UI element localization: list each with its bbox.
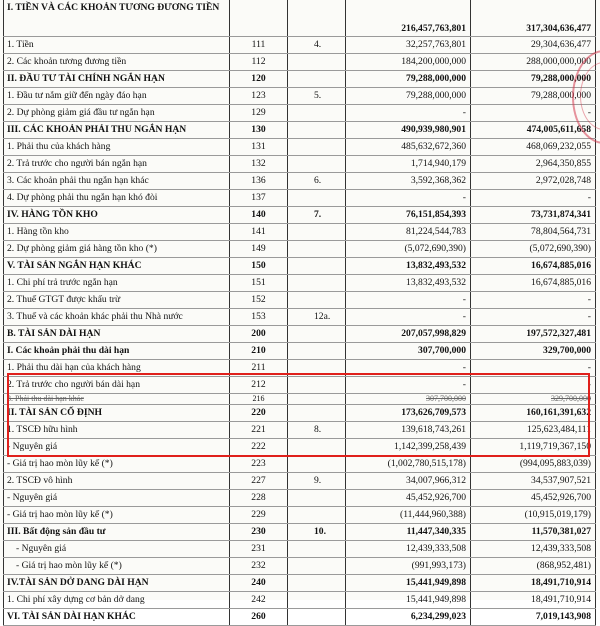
value-end-period: 13,832,493,532 [346,258,471,275]
value-end-period: (5,072,690,390) [346,241,471,258]
value-begin-period: - [471,377,596,394]
item-code: 152 [230,292,288,309]
value-end-period: 79,288,000,000 [346,71,471,88]
table-row [4,309,596,326]
item-code: 111 [230,37,288,54]
value-end-period: 307,700,000 [346,343,471,360]
item-name: 2. Các khoản tương đương tiền [4,54,230,71]
item-name: IV. HÀNG TỒN KHO [4,207,230,224]
value-begin-period: 16,674,885,016 [471,275,596,292]
item-code: 216 [230,394,288,405]
item-code: 112 [230,54,288,71]
item-code: 230 [230,524,288,541]
item-note: 10. [288,524,346,541]
value-begin-period: 468,069,232,055 [471,139,596,156]
value-begin-period: 317,304,636,477 [471,0,596,37]
item-name: 3. Các khoản phải thu ngắn hạn khác [4,173,230,190]
value-begin-period: - [471,190,596,207]
value-end-period: - [346,360,471,377]
item-note: 12a. [288,309,346,326]
item-note: 6. [288,173,346,190]
value-end-period: 207,057,998,829 [346,326,471,343]
item-name: 2. Dự phòng giảm giá hàng tồn kho (*) [4,241,230,258]
item-code: 229 [230,507,288,524]
table-row [4,394,596,405]
value-end-period: 490,939,980,901 [346,122,471,139]
item-name: - Giá trị hao mòn lũy kế (*) [4,456,230,473]
item-code: 131 [230,139,288,156]
item-name: 4. Dự phòng phải thu ngắn hạn khó đòi [4,190,230,207]
value-end-period: 1,714,940,179 [346,156,471,173]
table-row [4,139,596,156]
item-name: I. TIỀN VÀ CÁC KHOẢN TƯƠNG ĐƯƠNG TIỀN [4,0,230,37]
item-code: 231 [230,541,288,558]
item-name: 1. Phải thu dài hạn của khách hàng [4,360,230,377]
item-code: 153 [230,309,288,326]
item-note [288,507,346,524]
item-note [288,224,346,241]
value-end-period: 307,700,000 [346,394,471,405]
value-begin-period: 29,304,636,477 [471,37,596,54]
item-note [288,122,346,139]
item-name: VI. TÀI SẢN DÀI HẠN KHÁC [4,609,230,626]
table-row [4,88,596,105]
item-code: 136 [230,173,288,190]
table-row [4,439,596,456]
value-begin-period: 2,964,350,855 [471,156,596,173]
value-end-period: 34,007,966,312 [346,473,471,490]
item-note [288,326,346,343]
value-end-period: 3,592,368,362 [346,173,471,190]
item-name: 2. Trả trước cho người bán ngắn hạn [4,156,230,173]
item-name: 1. Phải thu của khách hàng [4,139,230,156]
item-note [288,592,346,609]
item-code: 260 [230,609,288,626]
item-code: 137 [230,190,288,207]
value-end-period: 15,441,949,898 [346,592,471,609]
value-begin-period: - [471,360,596,377]
value-begin-period: 16,674,885,016 [471,258,596,275]
item-note [288,609,346,626]
item-note [288,54,346,71]
item-name: 1. Chi phí trả trước ngắn hạn [4,275,230,292]
value-end-period: 11,447,340,335 [346,524,471,541]
table-row [4,343,596,360]
table-row [4,405,596,422]
item-name: 2. Trả trước cho người bán dài hạn [4,377,230,394]
table-row [4,456,596,473]
item-code: 242 [230,592,288,609]
table-row [4,422,596,439]
value-end-period: 216,457,763,801 [346,0,471,37]
item-code: 228 [230,490,288,507]
item-name: - Giá trị hao mòn lũy kế (*) [4,558,230,575]
item-note [288,71,346,88]
value-begin-period: 7,019,143,908 [471,609,596,626]
item-note [288,343,346,360]
item-note: 7. [288,207,346,224]
value-end-period: 12,439,333,508 [346,541,471,558]
value-end-period: 184,200,000,000 [346,54,471,71]
item-name: II. ĐẦU TƯ TÀI CHÍNH NGẮN HẠN [4,71,230,88]
table-row [4,609,596,626]
item-name: 2. TSCĐ vô hình [4,473,230,490]
value-begin-period: - [471,105,596,122]
value-begin-period: 12,439,333,508 [471,541,596,558]
table-row [4,507,596,524]
value-begin-period: - [471,309,596,326]
item-name: III. Bất động sản đầu tư [4,524,230,541]
item-name: I. Các khoản phải thu dài hạn [4,343,230,360]
item-code: 120 [230,71,288,88]
value-end-period: 6,234,299,023 [346,609,471,626]
item-code: 132 [230,156,288,173]
item-code: 223 [230,456,288,473]
table-row [4,173,596,190]
table-row [4,558,596,575]
balance-sheet-table [3,0,596,626]
value-end-period: (11,444,960,388) [346,507,471,524]
table-row [4,37,596,54]
value-begin-period: 34,537,907,521 [471,473,596,490]
item-code: 232 [230,558,288,575]
item-note [288,558,346,575]
value-begin-period: (10,915,019,179) [471,507,596,524]
table-row [4,258,596,275]
item-code: 129 [230,105,288,122]
item-code [230,0,288,37]
table-row [4,105,596,122]
item-note: 8. [288,422,346,439]
item-note [288,105,346,122]
value-end-period: 79,288,000,000 [346,88,471,105]
item-name: 3. Phải thu dài hạn khác [4,394,230,405]
value-end-period: - [346,292,471,309]
item-code: 151 [230,275,288,292]
item-note: 9. [288,473,346,490]
value-begin-period: (868,952,481) [471,558,596,575]
item-code: 221 [230,422,288,439]
item-name: 1. TSCĐ hữu hình [4,422,230,439]
value-end-period: - [346,309,471,326]
item-note [288,241,346,258]
item-name: - Nguyên giá [4,541,230,558]
value-begin-period: (994,095,883,039) [471,456,596,473]
table-row [4,575,596,592]
item-name: 2. Thuế GTGT được khấu trừ [4,292,230,309]
value-begin-period: (5,072,690,390) [471,241,596,258]
table-row [4,360,596,377]
table-row [4,156,596,173]
table-row [4,224,596,241]
value-end-period: - [346,190,471,207]
item-code: 141 [230,224,288,241]
item-code: 211 [230,360,288,377]
item-note [288,156,346,173]
item-note [288,394,346,405]
value-begin-period: 18,491,710,914 [471,592,596,609]
table-row [4,292,596,309]
item-name: IV.TÀI SẢN DỞ DANG DÀI HẠN [4,575,230,592]
value-end-period: 139,618,743,261 [346,422,471,439]
item-note [288,541,346,558]
item-code: 123 [230,88,288,105]
value-end-period: 1,142,399,258,439 [346,439,471,456]
value-begin-period: 329,700,000 [471,394,596,405]
item-note [288,439,346,456]
value-begin-period: 329,700,000 [471,343,596,360]
value-begin-period: 78,804,564,731 [471,224,596,241]
item-name: 2. Dự phòng giảm giá đầu tư ngắn hạn [4,105,230,122]
value-begin-period: 45,452,926,700 [471,490,596,507]
item-code: 220 [230,405,288,422]
item-name: V. TÀI SẢN NGẮN HẠN KHÁC [4,258,230,275]
item-name: II. TÀI SẢN CỐ ĐỊNH [4,405,230,422]
item-name: - Nguyên giá [4,490,230,507]
item-note [288,0,346,37]
value-end-period: 81,224,544,783 [346,224,471,241]
value-begin-period: 79,288,000,000 [471,88,596,105]
value-begin-period: 474,005,611,658 [471,122,596,139]
value-end-period: 76,151,854,393 [346,207,471,224]
item-name: 1. Hàng tồn kho [4,224,230,241]
item-note [288,360,346,377]
value-begin-period: 18,491,710,914 [471,575,596,592]
item-code: 150 [230,258,288,275]
item-name: 3. Thuế và các khoản khác phải thu Nhà nước [4,309,230,326]
value-begin-period: 125,623,484,111 [471,422,596,439]
value-end-period: 173,626,709,573 [346,405,471,422]
table-row [4,541,596,558]
value-begin-period: 73,731,874,341 [471,207,596,224]
table-row [4,377,596,394]
value-end-period: - [346,105,471,122]
item-code: 210 [230,343,288,360]
value-end-period: 45,452,926,700 [346,490,471,507]
value-begin-period: 2,972,028,748 [471,173,596,190]
table-row [4,190,596,207]
table-row [4,122,596,139]
item-note: 5. [288,88,346,105]
value-end-period: 32,257,763,801 [346,37,471,54]
item-name: III. CÁC KHOẢN PHẢI THU NGẮN HẠN [4,122,230,139]
item-note [288,575,346,592]
item-note: 4. [288,37,346,54]
item-note [288,292,346,309]
value-begin-period: 197,572,327,481 [471,326,596,343]
value-begin-period: 79,288,000,000 [471,71,596,88]
item-note [288,139,346,156]
item-note [288,275,346,292]
value-begin-period: 288,000,000,000 [471,54,596,71]
item-note [288,405,346,422]
table-row [4,71,596,88]
item-name: 1. Đầu tư nắm giữ đến ngày đáo hạn [4,88,230,105]
table-row [4,592,596,609]
table-row [4,326,596,343]
item-name: 1. Tiền [4,37,230,54]
value-end-period: 485,632,672,360 [346,139,471,156]
item-name: B. TÀI SẢN DÀI HẠN [4,326,230,343]
item-note [288,258,346,275]
item-name: 1. Chi phí xây dựng cơ bản dở dang [4,592,230,609]
item-note [288,456,346,473]
item-code: 240 [230,575,288,592]
value-end-period: 15,441,949,898 [346,575,471,592]
item-note [288,190,346,207]
table-row [4,524,596,541]
item-note [288,490,346,507]
item-code: 140 [230,207,288,224]
item-name: - Giá trị hao mòn lũy kế (*) [4,507,230,524]
item-note [288,377,346,394]
item-code: 212 [230,377,288,394]
value-begin-period: 1,119,719,367,150 [471,439,596,456]
item-name: - Nguyên giá [4,439,230,456]
table-row [4,54,596,71]
item-code: 227 [230,473,288,490]
item-code: 130 [230,122,288,139]
table-row [4,275,596,292]
item-code: 200 [230,326,288,343]
table-row [4,490,596,507]
value-end-period: (991,993,173) [346,558,471,575]
value-begin-period: 11,570,381,027 [471,524,596,541]
value-end-period: (1,002,780,515,178) [346,456,471,473]
item-code: 149 [230,241,288,258]
table-row [4,473,596,490]
value-begin-period: - [471,292,596,309]
table-row [4,241,596,258]
table-row [4,0,596,37]
value-end-period: 13,832,493,532 [346,275,471,292]
item-code: 222 [230,439,288,456]
table-row [4,207,596,224]
value-begin-period: 160,161,391,632 [471,405,596,422]
value-end-period: - [346,377,471,394]
